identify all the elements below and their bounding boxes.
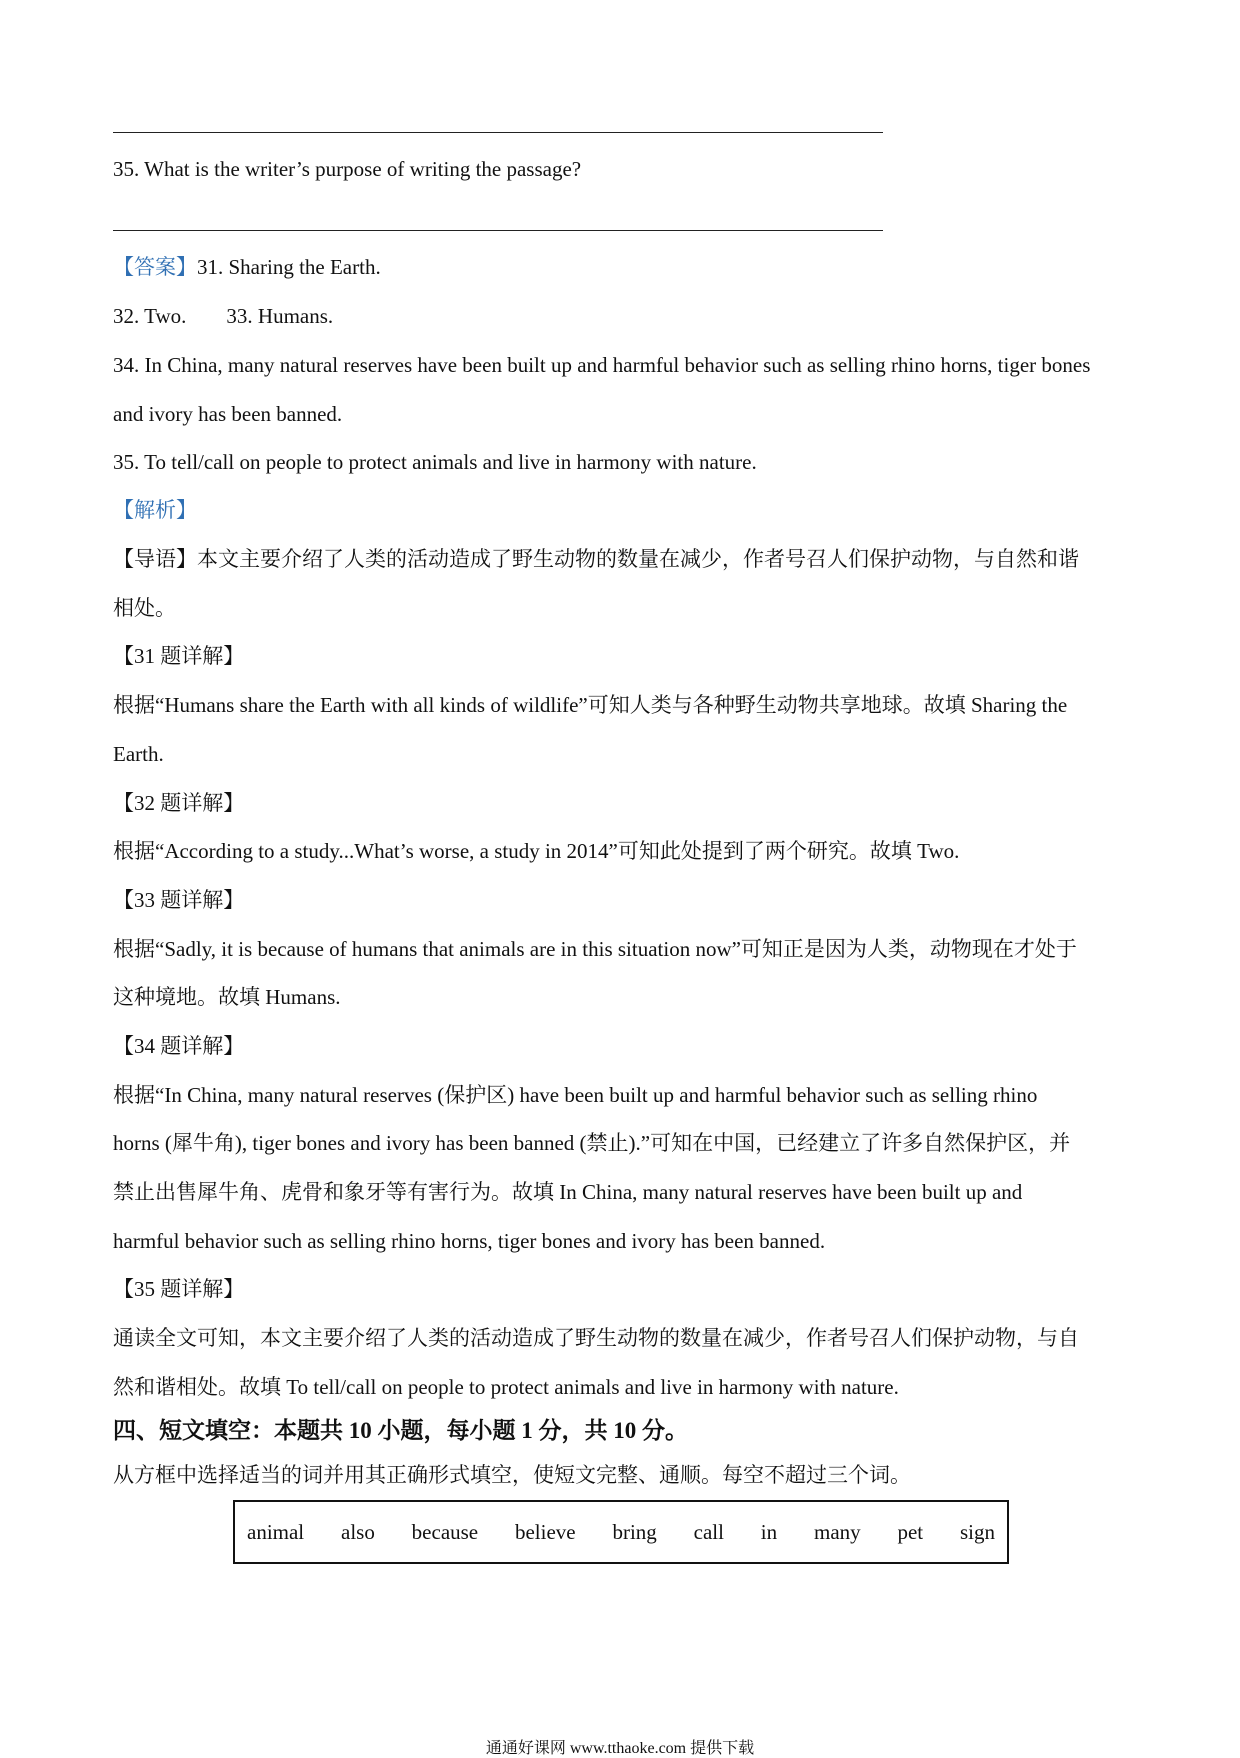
word-bank-item: call: [693, 1519, 724, 1544]
word-bank-item: bring: [612, 1519, 657, 1544]
answer-34-line2: and ivory has been banned.: [113, 402, 343, 426]
detail-34-line4: harmful behavior such as selling rhino horns, tiger bones and ivory has been banned.: [113, 1229, 826, 1253]
detail-32-line1: 根据“According to a study...What’s worse, a study in 2014”可知此处提到了两个研究。故填 Two.: [113, 839, 960, 863]
word-bank-item: many: [813, 1519, 861, 1544]
answer-row-32-33: [113, 303, 333, 329]
word-bank-item: sign: [959, 1519, 995, 1544]
detail-35-line2: 然和谐相处。故填 To tell/call on people to protect animals and live in harmony with nature.: [113, 1375, 899, 1399]
detail-34-line3: 禁止出售犀牛角、虎骨和象牙等有害行为。故填 In China, many natural reserves have been built up and: [113, 1180, 1023, 1204]
page-footer: 通通好课网 www.tthaoke.com 提供下载: [485, 1740, 755, 1757]
detail-33-line2: 这种境地。故填 Humans.: [113, 985, 341, 1009]
detail-31-line2: Earth.: [113, 742, 164, 766]
answer-line: [113, 230, 883, 231]
analysis-tag: 【解析】: [113, 498, 197, 522]
detail-34-line1: 根据“In China, many natural reserves (保护区) have been built up and harmful behavior such as selling rhino: [113, 1083, 1038, 1107]
answer-row-31: [113, 254, 381, 280]
intro-line2: 相处。: [113, 596, 176, 620]
answer-31: 31. Sharing the Earth.: [197, 255, 381, 279]
heading-34: 【34 题详解】: [113, 1034, 245, 1058]
detail-31-line1: 根据“Humans share the Earth with all kinds of wildlife”可知人类与各种野生动物共享地球。故填 Sharing the: [113, 693, 1068, 717]
answer-32: 32. Two.: [113, 304, 187, 328]
question-35: 35. What is the writer’s purpose of writing the passage?: [113, 157, 582, 181]
word-bank-item: because: [411, 1519, 479, 1544]
answer-line: [113, 132, 883, 133]
word-bank-item: in: [760, 1519, 778, 1544]
detail-34-line2: horns (犀牛角), tiger bones and ivory has been banned (禁止).”可知在中国，已经建立了许多自然保护区，并: [113, 1131, 1071, 1155]
word-bank-item: animal: [247, 1519, 305, 1544]
detail-35-line1: 通读全文可知，本文主要介绍了人类的活动造成了野生动物的数量在减少，作者号召人们保护动物，与自: [113, 1326, 1079, 1350]
section-4-instruction: 从方框中选择适当的词并用其正确形式填空，使短文完整、通顺。每空不超过三个词。: [113, 1463, 911, 1487]
heading-35: 【35 题详解】: [113, 1277, 245, 1301]
answer-33: 33. Humans.: [226, 304, 334, 328]
word-bank-item: also: [341, 1519, 375, 1544]
word-bank-item: believe: [514, 1519, 576, 1544]
answer-34-line1: 34. In China, many natural reserves have been built up and harmful behavior such as selling rhino horns, tiger bones: [113, 353, 1091, 377]
section-4-title: 四、短文填空：本题共 10 小题，每小题 1 分，共 10 分。: [113, 1418, 688, 1443]
heading-33: 【33 题详解】: [113, 888, 245, 912]
word-bank-item: pet: [897, 1519, 924, 1544]
answer-tag: 【答案】: [113, 255, 197, 279]
answer-35: 35. To tell/call on people to protect animals and live in harmony with nature.: [113, 450, 757, 474]
word-bank-box: [233, 1500, 1009, 1564]
heading-32: 【32 题详解】: [113, 791, 245, 815]
intro-line1: 【导语】本文主要介绍了人类的活动造成了野生动物的数量在减少，作者号召人们保护动物，与自然和谐: [113, 547, 1079, 571]
heading-31: 【31 题详解】: [113, 644, 245, 668]
detail-33-line1: 根据“Sadly, it is because of humans that animals are in this situation now”可知正是因为人类，动物现在才处于: [113, 937, 1077, 961]
